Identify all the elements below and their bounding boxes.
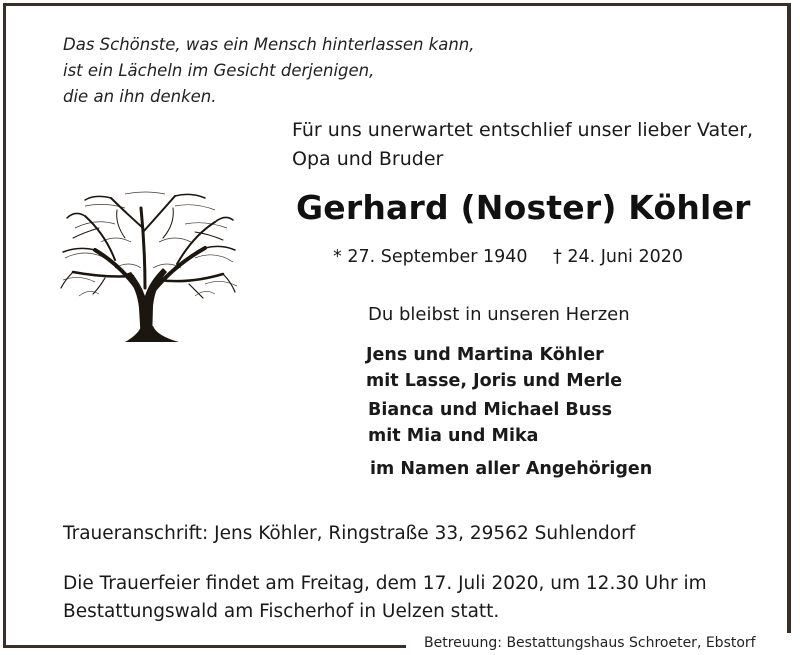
quote-line: ist ein Lächeln im Gesicht derjenigen,	[63, 61, 375, 80]
family-line: mit Lasse, Joris und Merle	[366, 371, 623, 391]
service-line: Bestattungswald am Fischerhof in Uelzen statt.	[63, 601, 500, 622]
death-date: † 24. Juni 2020	[553, 247, 684, 267]
intro-text	[292, 116, 753, 174]
family-line: im Namen aller Angehörigen	[370, 459, 653, 479]
memorial-quote	[63, 32, 475, 110]
family-line: mit Mia und Mika	[368, 426, 539, 446]
birth-date: * 27. September 1940	[333, 247, 528, 267]
funeral-service-info	[63, 570, 707, 626]
tree-icon	[55, 188, 240, 348]
family-line: Jens und Martina Köhler	[366, 345, 604, 365]
intro-line: Opa und Bruder	[292, 148, 444, 170]
funeral-home-credit: Betreuung: Bestattungshaus Schroeter, Ebstorf	[406, 633, 794, 655]
family-line: Bianca und Michael Buss	[368, 400, 613, 420]
intro-line: Für uns unerwartet entschlief unser lieber Vater,	[292, 119, 754, 141]
mourning-address: Traueranschrift: Jens Köhler, Ringstraße 33, 29562 Suhlendorf	[63, 523, 636, 544]
quote-line: Das Schönste, was ein Mensch hinterlassen kann,	[63, 35, 475, 54]
family-group	[368, 397, 612, 449]
service-line: Die Trauerfeier findet am Freitag, dem 17. Juli 2020, um 12.30 Uhr im	[63, 573, 707, 594]
family-group	[366, 342, 622, 394]
deceased-name: Gerhard (Noster) Köhler	[296, 188, 751, 227]
farewell-line: Du bleibst in unseren Herzen	[368, 304, 630, 325]
quote-line: die an ihn denken.	[63, 87, 217, 106]
family-group	[370, 456, 652, 482]
